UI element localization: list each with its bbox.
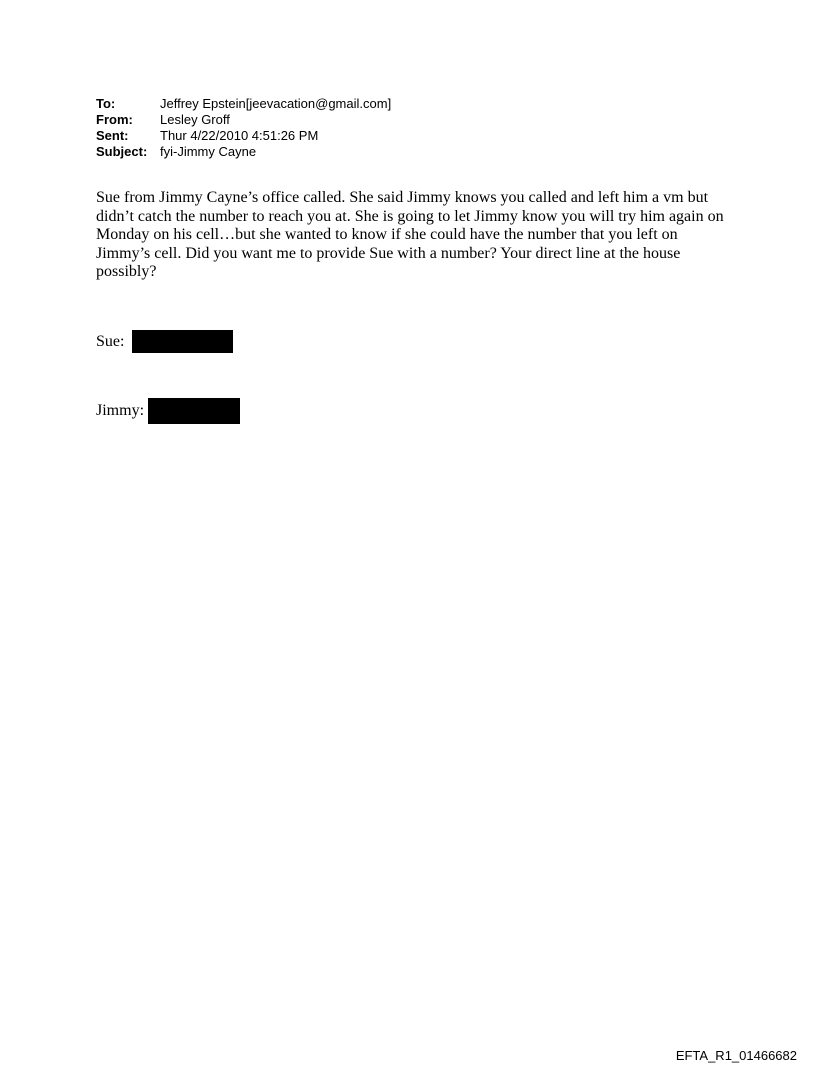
to-value: Jeffrey Epstein[jeevacation@gmail.com] [160,96,392,111]
sent-value: Thur 4/22/2010 4:51:26 PM [160,128,319,143]
jimmy-label: Jimmy: [96,402,145,419]
to-label: To: [96,96,116,111]
subject-value: fyi-Jimmy Cayne [160,144,257,159]
sent-label: Sent: [96,128,129,143]
from-value: Lesley Groff [160,112,230,127]
jimmy-contact-line [96,398,240,424]
from-label: From: [96,112,133,127]
sue-contact-line [96,330,233,353]
to-row [96,96,391,112]
sue-number-redaction [132,330,233,353]
document-id: EFTA_R1_01466682 [675,1048,797,1063]
subject-label: Subject: [96,144,148,159]
email-body [96,189,726,282]
sue-label: Sue: [96,332,125,350]
from-row [96,112,391,128]
email-header [96,96,391,160]
subject-row [96,144,391,160]
body-paragraph: Sue from Jimmy Cayne’s office called. She said Jimmy knows you called and left him a vm but didn’t catch the number to reach you at. She is going to let Jimmy know you will try him again on Monday on his cell…but she wanted to know if she could have the number that you left on Jimmy’s cell. Did you want me to provide Sue with a number? Your direct line at the house possibly? [96,189,724,281]
sent-row [96,128,391,144]
jimmy-number-redaction [148,398,240,424]
